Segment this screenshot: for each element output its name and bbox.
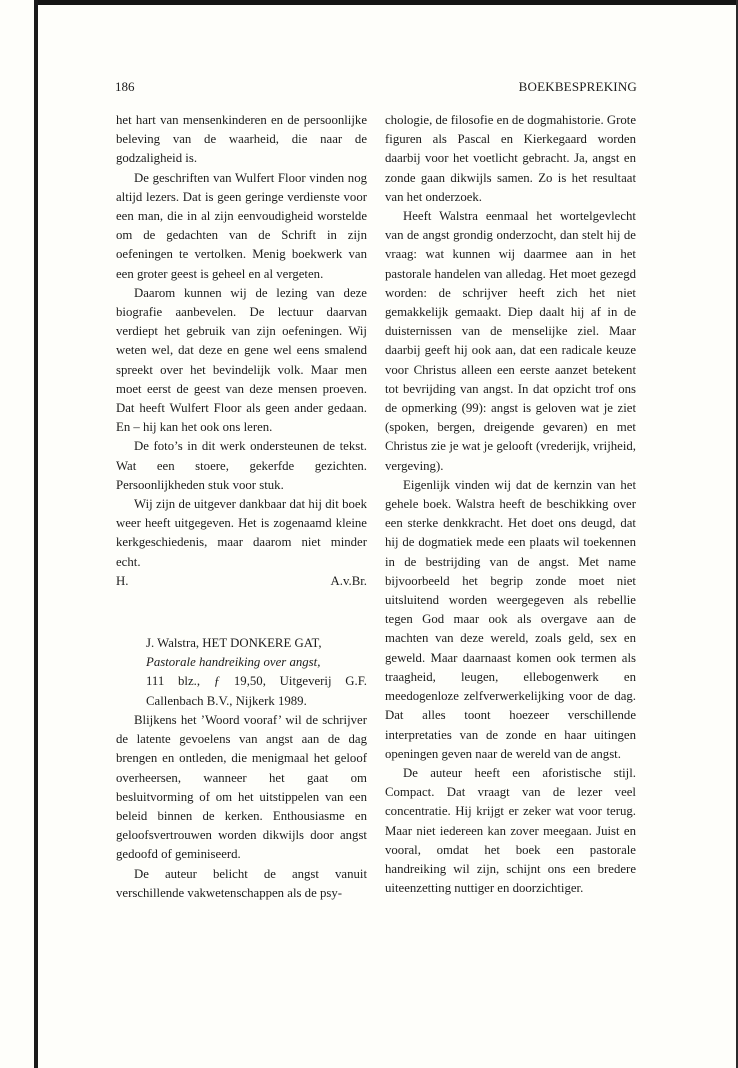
paragraph: Wij zijn de uitgever dankbaar dat hij dit boek weer heeft uitgegeven. Het is zogenaamd kleine kerkgeschiedenis, maar daarom niet minder echt. bbox=[116, 497, 367, 569]
right-column bbox=[385, 111, 636, 898]
book-author-title: J. Walstra, HET DONKERE GAT, bbox=[146, 636, 322, 651]
review-signature bbox=[116, 572, 367, 591]
paragraph: De foto’s in dit werk ondersteunen de tekst. Wat een stoere, gekerfde gezichten. Persoonlijkheden stuk voor stuk. bbox=[116, 439, 367, 492]
page-number: 186 bbox=[115, 79, 135, 94]
paragraph: het hart van mensenkinderen en de persoonlijke beleving van de waarheid, die naar de godzaligheid is. bbox=[116, 113, 367, 166]
signature-reviewer: A.v.Br. bbox=[330, 573, 367, 588]
paragraph: De auteur belicht de angst vanuit verschillende vakwetenschappen als de psy- bbox=[116, 866, 367, 900]
running-head: BOEKBESPREKING bbox=[518, 79, 637, 94]
paragraph: Heeft Walstra eenmaal het wortelgevlecht van de angst grondig onderzocht, dan stelt hij de vraag: wat kunnen wij daarmee aan in het pastorale handelen van alledag. Het moet gezegd worden: de schrijver heeft zich het niet gemakkelijk gemaakt. Diep daalt hij af in de duisternissen van de menselijke ziel. Maar daarbij geeft hij ook aan, dat een radicale keuze voor Christus alleen een eerste aanzet betekent tot bevrijding van angst. In dat opzicht trof ons de opmerking (99): angst is geloven wat je ziet (spoken, bergen, dreigende gevaren) en met Christus zie je wat je gelooft (vrederijk, vrijheid, vergeving). bbox=[385, 209, 636, 473]
book-subtitle: Pastorale handreiking over angst, bbox=[146, 655, 321, 670]
scan-left-border bbox=[34, 0, 38, 1068]
left-column bbox=[116, 111, 367, 903]
paragraph: chologie, de filosofie en de dogmahistorie. Grote figuren als Pascal en Kierkegaard worden daarbij voor het voetlicht gebracht. Ja, angst en zonde gaan dikwijls samen. Zo is het resultaat van het onderzoek. bbox=[385, 113, 636, 204]
book-entry bbox=[146, 634, 367, 711]
signature-initial: H. bbox=[116, 573, 129, 588]
currency-symbol: ƒ bbox=[213, 674, 221, 689]
scan-top-border bbox=[34, 0, 738, 5]
paragraph: Blijkens het ’Woord vooraf’ wil de schrijver de latente gevoelens van angst aan de dag brengen en ontleden, die menigmaal het geloof overheersen, wanneer het gaat om besluitvorming of om het uitstippelen van een beleid binnen de kerken. Enthousiasme en geloofsvertrouwen worden dikwijls door angst gedoofd of geminiseerd. bbox=[116, 712, 367, 862]
book-details: 111 blz., ƒ 19,50, Uitgeverij G.F. Callenbach B.V., Nijkerk 1989. bbox=[146, 674, 367, 708]
paragraph: Daarom kunnen wij de lezing van deze biografie aanbevelen. De lectuur daarvan verdiept het gebruik van zijn oefeningen. Wij weten wel, dat deze en gene wel eens smalend spreekt over het bevindelijk volk. Maar men moet eerst de geest van deze mensen proeven. Dat heeft Wulfert Floor als geen ander gedaan. En – hij kan het ook ons leren. bbox=[116, 285, 367, 435]
paragraph: De auteur heeft een aforistische stijl. Compact. Dat vraagt van de lezer veel concentratie. Hij krijgt er zeker wat voor terug. Maar niet iedereen kan zover meegaan. Juist en vooral, omdat het boek een pastorale handreiking wil zijn, schijnt ons een bredere uiteenzetting nuttiger en doorzichtiger. bbox=[385, 765, 636, 896]
paragraph: De geschriften van Wulfert Floor vinden nog altijd lezers. Dat is geen geringe verdienste voor een man, die in al zijn eenvoudigheid worstelde om de gedachten van de Schrift in zijn oefeningen te vertolken. Menig boekwerk van een groter geest is geheel en al vergeten. bbox=[116, 170, 367, 281]
paragraph: Eigenlijk vinden wij dat de kernzin van het gehele boek. Walstra heeft de beschikking over een sterke denkkracht. Het doet ons deugd, dat hij de dogmatiek mede een plaats wil toekennen in de bestrijding van de angst. Met name bijvoorbeeld het begrip zonde moet niet uitsluitend worden weergegeven als rebellie tegen God maar ook als overgave aan de machten van deze wereld, zoals geld, sex en geweld. Maar daarnaast komen ook termen als traagheid, leugen, ellebogenwerk en meedogenloze zelfverwerkelijking voor de dag. Dat alles toont hoezeer verschillende interpretaties van de zonde en haar uitingen openingen geven naar de wereld van de angst. bbox=[385, 477, 636, 761]
